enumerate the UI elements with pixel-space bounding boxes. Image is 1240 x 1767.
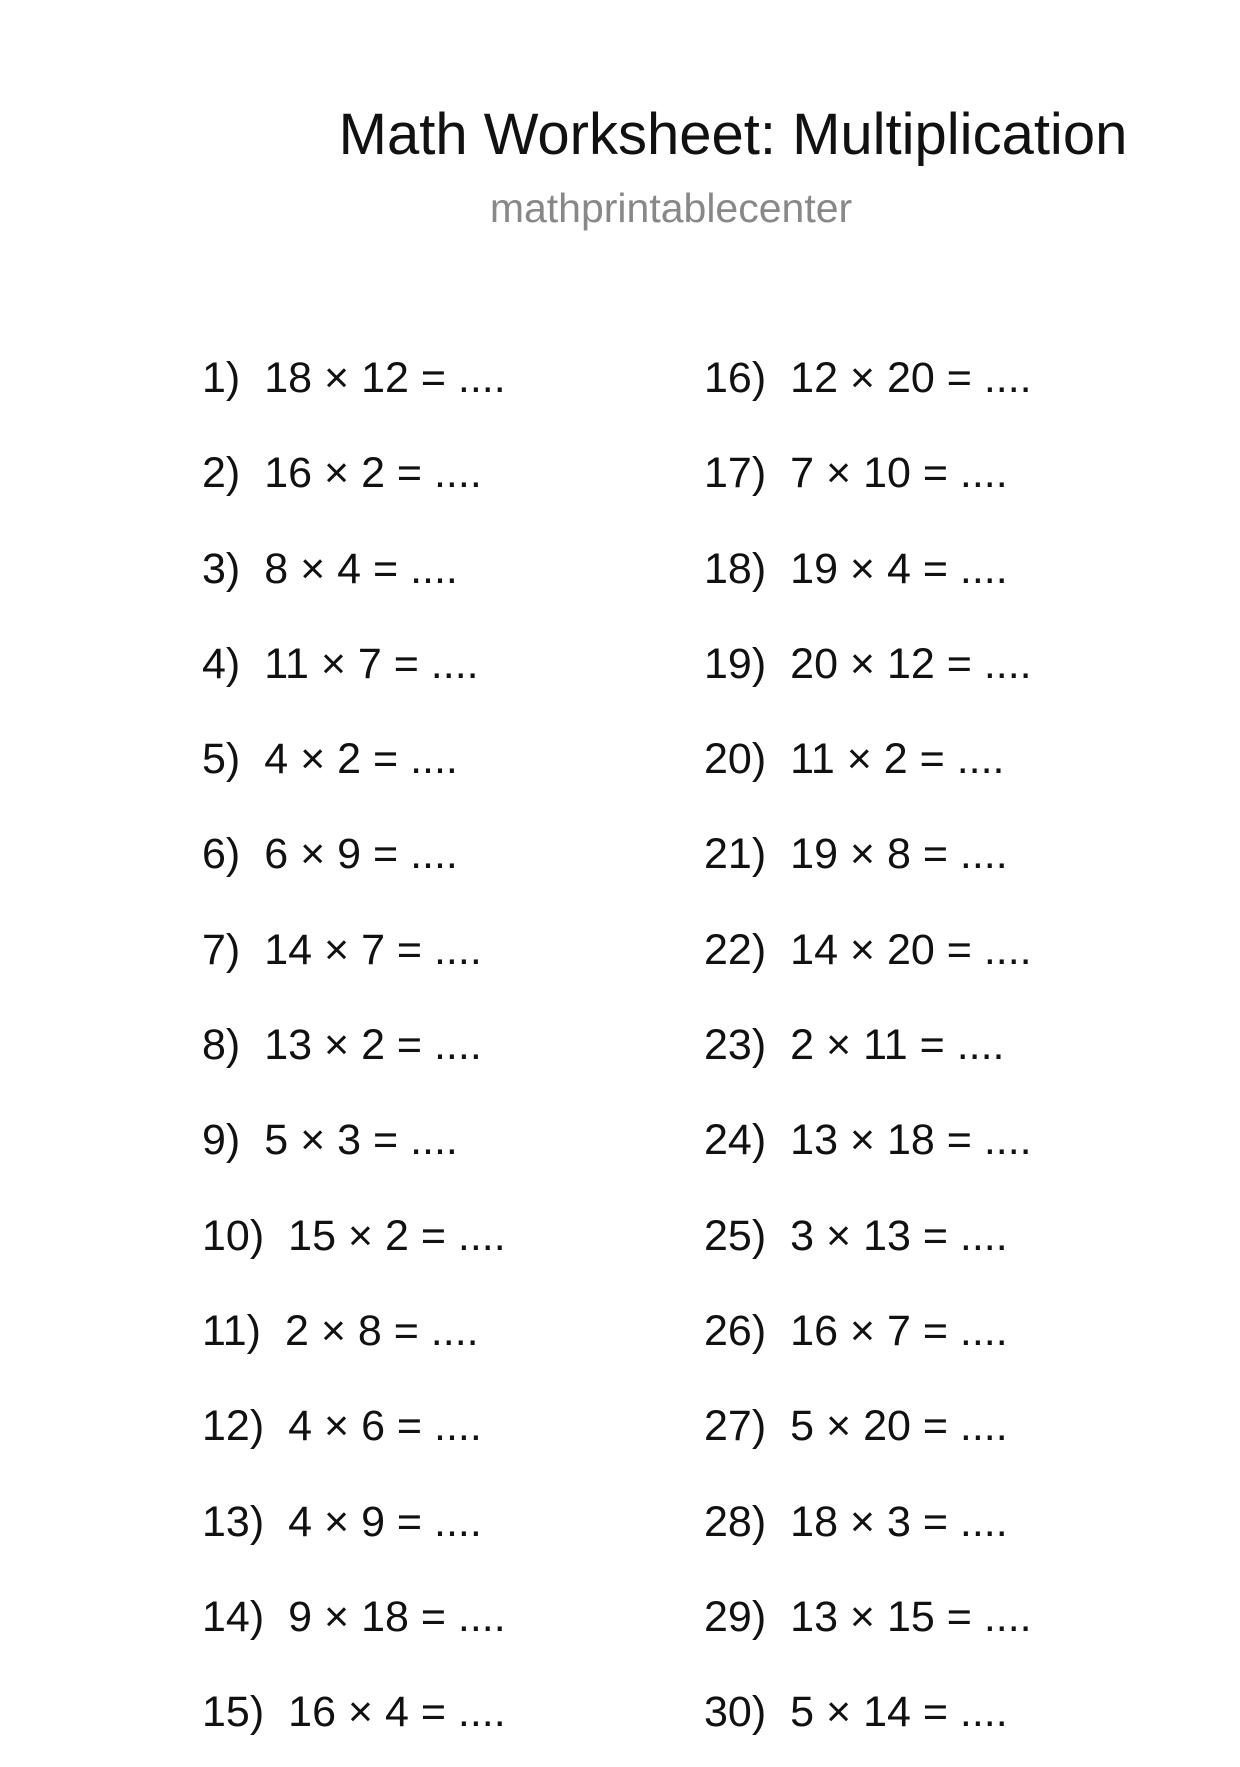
problem-item [202,624,506,719]
problem-expression: 4 × 2 = .... [264,735,458,784]
problem-expression: 2 × 8 = .... [284,1306,479,1355]
problem-item [704,719,1032,814]
problem-item [202,910,506,1005]
problem-number: 7) [202,925,241,974]
problem-item [704,1577,1032,1672]
problem-number: 28) [704,1497,767,1546]
problem-number: 27) [704,1402,767,1451]
problem-expression: 13 × 15 = .... [790,1592,1032,1641]
problem-expression: 16 × 7 = .... [790,1306,1008,1355]
problem-expression: 13 × 18 = .... [790,1116,1032,1165]
problem-item [704,814,1032,909]
problem-expression: 4 × 6 = .... [288,1402,482,1451]
problem-item [202,1291,506,1386]
problem-expression: 12 × 20 = .... [790,354,1032,402]
problem-number: 2) [202,449,241,498]
problem-expression: 7 × 10 = .... [790,449,1008,498]
problem-number: 12) [202,1402,265,1451]
problem-number: 8) [202,1021,241,1070]
problem-expression: 5 × 20 = .... [790,1402,1008,1451]
problem-item [704,1482,1032,1577]
problem-expression: 19 × 8 = .... [790,830,1008,879]
problem-item [202,1577,506,1672]
page-title: Math Worksheet: Multiplication [338,102,1128,167]
problem-number: 17) [704,449,767,498]
problem-number: 6) [202,830,241,879]
problem-item [704,433,1032,528]
problem-number: 3) [202,544,241,593]
problem-expression: 4 × 9 = .... [288,1497,482,1546]
problem-expression: 14 × 20 = .... [790,925,1032,974]
problem-item [202,1386,506,1481]
problem-item [704,1100,1032,1195]
problem-expression: 9 × 18 = .... [288,1592,506,1641]
problem-number: 10) [202,1211,265,1260]
problem-number: 4) [202,639,241,688]
problem-number: 5) [202,735,241,784]
problem-item [704,529,1032,624]
problem-item [704,1386,1032,1481]
problem-number: 24) [704,1116,767,1165]
problem-item [202,338,506,433]
problem-expression: 14 × 7 = .... [264,925,482,974]
problem-number: 22) [704,925,767,974]
problem-number: 11) [202,1306,261,1355]
problem-expression: 15 × 2 = .... [288,1211,506,1260]
problem-item [704,624,1032,719]
problems-column-left [202,338,506,1767]
problem-expression: 18 × 3 = .... [790,1497,1008,1546]
problem-number: 29) [704,1592,767,1641]
problem-expression: 2 × 11 = .... [790,1021,1005,1070]
problem-expression: 3 × 13 = .... [790,1211,1008,1260]
problem-expression: 5 × 14 = .... [790,1688,1008,1737]
problem-item [704,338,1032,433]
problem-number: 21) [704,830,767,879]
problem-item [202,1482,506,1577]
problem-expression: 20 × 12 = .... [790,639,1032,688]
problem-item [704,1005,1032,1100]
problem-number: 26) [704,1306,767,1355]
problem-expression: 16 × 2 = .... [264,449,482,498]
problem-number: 14) [202,1592,265,1641]
problem-number: 1) [202,354,241,402]
problem-item [704,1672,1032,1767]
problem-item [704,1196,1032,1291]
problem-expression: 5 × 3 = .... [264,1116,458,1165]
problem-number: 9) [202,1116,241,1165]
problems-column-right [704,338,1032,1767]
problem-expression: 13 × 2 = .... [264,1021,482,1070]
problem-number: 20) [704,735,767,784]
problem-item [202,1672,506,1767]
problem-number: 16) [704,354,767,402]
problem-expression: 16 × 4 = .... [288,1688,506,1737]
problem-item [202,1100,506,1195]
problem-item [704,910,1032,1005]
problem-number: 15) [202,1688,265,1737]
problem-number: 18) [704,544,767,593]
problem-expression: 19 × 4 = .... [790,544,1008,593]
problem-item [202,719,506,814]
problem-item [202,814,506,909]
problem-item [202,529,506,624]
problem-number: 13) [202,1497,265,1546]
problem-item [202,1005,506,1100]
problem-number: 23) [704,1021,767,1070]
problem-item [704,1291,1032,1386]
problem-item [202,1196,506,1291]
problem-expression: 11 × 7 = .... [264,639,479,688]
problem-item [202,433,506,528]
problem-number: 30) [704,1688,767,1737]
page-subtitle: mathprintablecenter [489,185,853,231]
problem-expression: 11 × 2 = .... [790,735,1005,784]
problem-expression: 8 × 4 = .... [264,544,458,593]
problem-number: 25) [704,1211,767,1260]
problem-number: 19) [704,639,767,688]
problem-expression: 18 × 12 = .... [264,354,506,402]
problem-expression: 6 × 9 = .... [264,830,458,879]
